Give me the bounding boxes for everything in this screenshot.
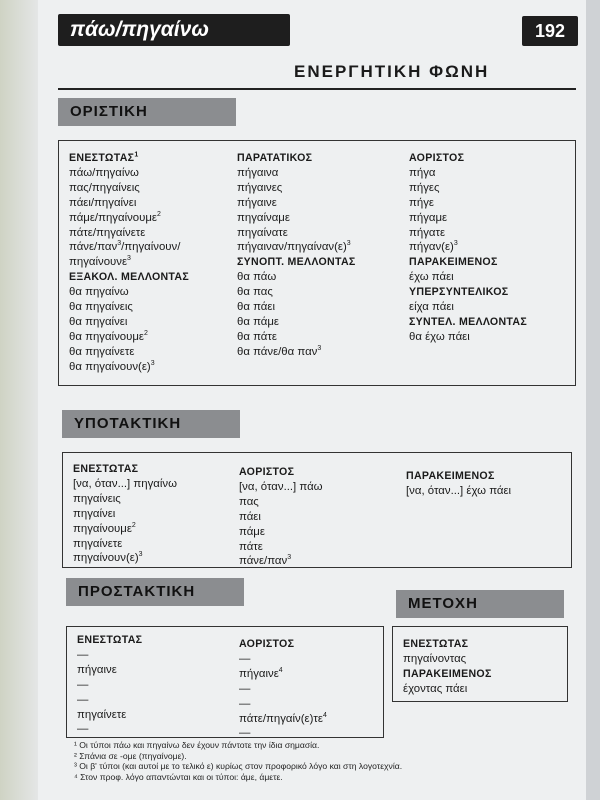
- verb-form: [239, 525, 323, 540]
- verb-form: [73, 507, 177, 522]
- section-imperative: ΠΡΟΣΤΑΚΤΙΚΗ: [66, 578, 244, 606]
- form-text: ΕΝΕΣΤΩΤΑΣ: [403, 638, 469, 650]
- verb-form: [237, 196, 356, 211]
- form-text: ΕΝΕΣΤΩΤΑΣ: [73, 463, 139, 475]
- footnote: ⁴ Στον προφ. λόγο απαντώνται και οι τύποι: άμε, άμετε.: [74, 771, 283, 782]
- verb-form: [409, 300, 527, 315]
- footnote: ³ Οι β' τύποι (και αυτοί με το τελικό ε) κυρίως στον προφορικό λόγο και στη λογοτεχνία.: [74, 761, 403, 772]
- verb-form: [237, 181, 356, 196]
- verb-form: [69, 226, 189, 241]
- form-text: πηγαίνατε: [237, 226, 288, 239]
- footnote-ref: 3: [287, 554, 292, 562]
- footnote-ref: 3: [317, 344, 322, 352]
- verb-form: [73, 551, 177, 566]
- verb-form: [239, 510, 323, 525]
- form-text: θα πηγαίνει: [69, 315, 128, 328]
- tense-heading: [77, 633, 142, 648]
- form-text: πάμε/πηγαίνουμε: [69, 211, 157, 224]
- verb-form: [237, 240, 356, 255]
- imperative-col-2: [239, 637, 327, 741]
- form-text: πηγαίνετε: [73, 537, 123, 550]
- form-text: θα πηγαίνεις: [69, 301, 133, 314]
- verb-form: [409, 166, 527, 181]
- form-text: [να, όταν...] έχω πάει: [406, 484, 512, 497]
- form-text: θα πάμε: [237, 315, 280, 328]
- form-text: ΠΑΡΑΚΕΙΜΕΝΟΣ: [403, 667, 492, 680]
- tense-heading: [406, 469, 511, 484]
- form-text: πηγαίνουμε: [73, 522, 132, 535]
- verb-form: [239, 682, 327, 697]
- form-text: πήγαινα: [237, 166, 279, 179]
- verb-form: [73, 537, 177, 552]
- footnote-ref: 2: [144, 330, 148, 338]
- tense-heading: [403, 637, 492, 652]
- tense-heading: [409, 285, 527, 300]
- verb-form: [237, 315, 356, 330]
- imperative-box: [66, 626, 384, 738]
- form-text: ΕΞΑΚΟΛ. ΜΕΛΛΟΝΤΑΣ: [69, 271, 190, 284]
- form-text: πάμε: [239, 525, 265, 538]
- form-text: —: [77, 678, 89, 691]
- form-text: ΥΠΕΡΣΥΝΤΕΛΙΚΟΣ: [409, 286, 509, 299]
- form-text: πάτε: [239, 540, 263, 553]
- verb-form: [69, 181, 189, 196]
- tense-heading: [237, 151, 356, 166]
- verb-form: [239, 540, 323, 555]
- footnote: ² Σπάνια σε -ομε (πηγαίνομε).: [74, 750, 187, 761]
- footnote-ref: 2: [131, 521, 136, 529]
- footnote-ref: 1: [134, 151, 139, 159]
- tense-heading: [409, 151, 527, 166]
- verb-form: [239, 480, 323, 495]
- verb-form: [409, 211, 527, 226]
- form-text: πηγαίναμε: [237, 211, 290, 224]
- subjunctive-col-2: [239, 465, 323, 569]
- form-text: έχω πάει: [409, 271, 454, 284]
- form-text: πήγαινε: [77, 663, 117, 676]
- section-subjunctive: ΥΠΟΤΑΚΤΙΚΗ: [62, 410, 240, 438]
- form-text: θα πηγαίνω: [69, 286, 129, 299]
- verb-form: [77, 663, 142, 678]
- form-text: ΕΝΕΣΤΩΤΑΣ: [69, 152, 135, 164]
- form-text: πήγατε: [409, 226, 446, 239]
- verb-form: [77, 708, 142, 723]
- verb-form: [409, 240, 527, 255]
- verb-form: [237, 226, 356, 241]
- verb-form: [77, 693, 142, 708]
- verb-form: [69, 211, 189, 226]
- subjunctive-box: [62, 452, 572, 568]
- footnote-ref: 3: [127, 255, 131, 263]
- verb-form: [409, 196, 527, 211]
- form-text: ΠΑΡΑΤΑΤΙΚΟΣ: [237, 152, 313, 164]
- footnote-ref: 3: [453, 240, 458, 248]
- form-text: θα πάει: [237, 301, 275, 314]
- form-text: πήγα: [409, 166, 436, 179]
- footnotes: [74, 740, 402, 782]
- form-text: πήγε: [409, 196, 434, 209]
- verb-form: [77, 648, 142, 663]
- indicative-col-2: [237, 151, 356, 360]
- verb-form: [69, 330, 189, 345]
- section-participle: ΜΕΤΟΧΗ: [396, 590, 564, 618]
- form-text: ΠΑΡΑΚΕΙΜΕΝΟΣ: [409, 256, 498, 269]
- verb-form: [403, 682, 492, 697]
- subjunctive-col-1: [73, 462, 177, 566]
- form-text: θα πηγαίνουν(ε): [69, 360, 151, 373]
- tense-heading: [237, 255, 356, 270]
- form-text: πας/πηγαίνεις: [69, 181, 140, 194]
- verb-form: [69, 166, 189, 181]
- form-text: —: [77, 723, 89, 736]
- form-text: πάτε/πηγαίνετε: [69, 226, 146, 239]
- form-text: πήγαινε: [239, 667, 279, 680]
- tense-heading: [69, 270, 189, 285]
- form-text: πήγαν(ε): [409, 241, 454, 254]
- form-text: θα πάτε: [237, 330, 277, 343]
- page-right-edge: [586, 0, 600, 800]
- page-left-edge: [0, 0, 38, 800]
- form-text-cont: /πηγαίνουν/: [121, 241, 181, 254]
- footnote-ref: 3: [150, 359, 155, 367]
- form-text: είχα πάει: [409, 301, 454, 314]
- tense-heading: [73, 462, 177, 477]
- verb-form: [237, 270, 356, 285]
- tense-heading: [409, 315, 527, 330]
- form-text: ΣΥΝΤΕΛ. ΜΕΛΛΟΝΤΑΣ: [409, 315, 527, 328]
- verb-form: [69, 285, 189, 300]
- form-text: πήγαινε: [237, 196, 277, 209]
- verb-form: [237, 211, 356, 226]
- footnote-ref: 4: [278, 667, 283, 675]
- verb-title: πάω/πηγαίνω: [58, 14, 290, 46]
- form-text: πήγαμε: [409, 211, 448, 224]
- form-text: ΑΟΡΙΣΤΟΣ: [239, 638, 295, 650]
- header-rule: [58, 88, 576, 90]
- footnote-ref: 3: [117, 240, 122, 248]
- form-text: ΕΝΕΣΤΩΤΑΣ: [77, 634, 143, 646]
- footnote-ref: 4: [322, 711, 327, 719]
- footnote: ¹ Οι τύποι πάω και πηγαίνω δεν έχουν πάντοτε την ίδια σημασία.: [74, 740, 320, 750]
- verb-form: [237, 166, 356, 181]
- form-text: —: [239, 697, 251, 710]
- tense-heading: [69, 151, 189, 166]
- voice-heading: ΕΝΕΡΓΗΤΙΚΗ ΦΩΝΗ: [294, 62, 490, 81]
- form-text: πάνε/παν: [69, 241, 118, 254]
- form-text: πάνε/παν: [239, 555, 288, 568]
- form-text: πάω/πηγαίνω: [69, 166, 139, 179]
- form-text: —: [77, 693, 89, 706]
- tense-heading: [239, 465, 323, 480]
- form-text: [να, όταν...] πάω: [239, 480, 323, 493]
- verb-form: [73, 522, 177, 537]
- form-text: θα πηγαίνουμε: [69, 330, 144, 343]
- form-text: πάει/πηγαίνει: [69, 196, 137, 209]
- form-text: πηγαίνετε: [77, 708, 127, 721]
- form-text: ΠΑΡΑΚΕΙΜΕΝΟΣ: [406, 470, 495, 482]
- verb-form: [69, 345, 189, 360]
- verb-form: [239, 697, 327, 712]
- participle-col: [403, 637, 492, 697]
- verb-form: [237, 300, 356, 315]
- form-text: —: [239, 682, 251, 695]
- form-text: πάτε/πηγαίν(ε)τε: [239, 712, 323, 725]
- verb-form: [73, 477, 177, 492]
- page-number: 192: [522, 16, 578, 46]
- indicative-col-3: [409, 151, 527, 345]
- verb-form: [409, 181, 527, 196]
- form-text: πηγαίνοντας: [403, 652, 467, 665]
- form-text: —: [77, 648, 89, 661]
- verb-form: [409, 226, 527, 241]
- verb-form: [69, 255, 189, 270]
- imperative-col-1: [77, 633, 142, 737]
- verb-form: [69, 360, 189, 375]
- footnote-ref: 2: [157, 210, 161, 218]
- verb-form: [239, 712, 327, 727]
- form-text: πήγες: [409, 181, 440, 194]
- verb-form: [239, 652, 327, 667]
- verb-form: [403, 652, 492, 667]
- verb-form: [239, 554, 323, 569]
- form-text: πας: [239, 495, 259, 508]
- verb-form: [69, 240, 189, 255]
- form-text: πηγαίνουν(ε): [73, 552, 139, 565]
- form-text: ΣΥΝΟΠΤ. ΜΕΛΛΟΝΤΑΣ: [237, 256, 356, 269]
- form-text: ΑΟΡΙΣΤΟΣ: [409, 152, 465, 164]
- form-text: θα πάνε/θα παν: [237, 345, 318, 358]
- verb-form: [237, 285, 356, 300]
- form-text: θα έχω πάει: [409, 330, 470, 343]
- form-text: έχοντας πάει: [403, 682, 468, 695]
- form-text: —: [239, 727, 251, 740]
- footnote-ref: 3: [346, 240, 351, 248]
- form-text: πάει: [239, 510, 261, 523]
- form-text: πήγαιναν/πηγαίναν(ε): [237, 241, 347, 254]
- indicative-col-1: [69, 151, 189, 375]
- participle-box: [392, 626, 568, 702]
- verb-form: [409, 270, 527, 285]
- tense-heading: [403, 667, 492, 682]
- verb-form: [239, 495, 323, 510]
- footnote-ref: 3: [138, 551, 143, 559]
- verb-form: [77, 722, 142, 737]
- form-text: πήγαινες: [237, 181, 283, 194]
- form-text: θα πάω: [237, 271, 277, 284]
- form-text: πηγαίνουνε: [69, 256, 128, 269]
- verb-form: [406, 484, 511, 499]
- section-indicative: ΟΡΙΣΤΙΚΗ: [58, 98, 236, 126]
- form-text: [να, όταν...] πηγαίνω: [73, 477, 177, 490]
- verb-form: [239, 667, 327, 682]
- verb-form: [73, 492, 177, 507]
- form-text: πηγαίνεις: [73, 492, 121, 505]
- verb-form: [409, 330, 527, 345]
- form-text: ΑΟΡΙΣΤΟΣ: [239, 466, 295, 478]
- verb-form: [77, 678, 142, 693]
- tense-heading: [239, 637, 327, 652]
- form-text: —: [239, 652, 251, 665]
- verb-form: [69, 300, 189, 315]
- subjunctive-col-3: [406, 469, 511, 499]
- verb-form: [69, 315, 189, 330]
- verb-form: [69, 196, 189, 211]
- indicative-box: [58, 140, 576, 386]
- form-text: θα πηγαίνετε: [69, 345, 135, 358]
- verb-form: [237, 330, 356, 345]
- form-text: πηγαίνει: [73, 507, 116, 520]
- tense-heading: [409, 255, 527, 270]
- verb-form: [237, 345, 356, 360]
- form-text: θα πας: [237, 286, 273, 299]
